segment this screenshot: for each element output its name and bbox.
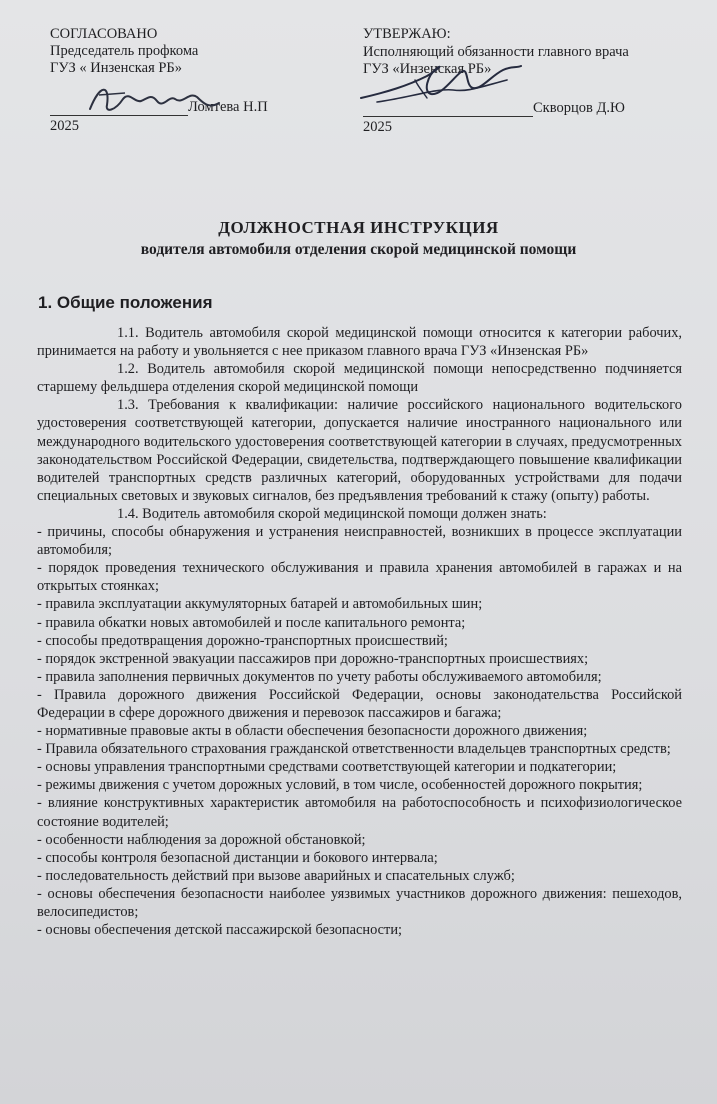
approval-org: ГУЗ « Инзенская РБ»	[50, 60, 183, 76]
signature-year-line	[363, 119, 693, 136]
paragraph-1-1: 1.1. Водитель автомобиля скорой медицинской помощи относится к категории рабочих, принимается на работу и увольняется с нее приказом главного врача ГУЗ «Инзенская РБ»	[37, 325, 682, 360]
document-title: ДОЛЖНОСТНАЯ ИНСТРУКЦИЯ	[218, 218, 499, 237]
paragraph-1-3: 1.3. Требования к квалификации: наличие российского национального водительского удостоверения соответствующей категории, допускается наличие иностранного национального или международного водительского удостоверения соответствующей категории в случаях, предусмотренных законодательством Российской Федерации, свидетельства, подтверждающего повышение квалификации водителей транспортных средств различных категорий, оборудованных устройствами для подачи специальных световых и звуковых сигналов, без предъявления требований к стажу (опыту) работы.	[37, 397, 682, 504]
list-item: - порядок экстренной эвакуации пассажиров при дорожно-транспортных происшествиях;	[37, 650, 589, 667]
signatory-name: Ломтева Н.П	[188, 99, 268, 115]
list-item: - правила эксплуатации аккумуляторных батарей и автомобильных шин;	[37, 596, 483, 613]
list-item: - порядок проведения технического обслуживания и правила хранения автомобилей в гаражах и на открытых стоянках;	[37, 560, 682, 595]
signature-year-line	[50, 118, 350, 135]
list-item: - правила обкатки новых автомобилей и после капитального ремонта;	[37, 614, 466, 631]
list-item: - основы обеспечения безопасности наиболее уязвимых участников дорожного движения: пешеходов, велосипедистов;	[37, 885, 682, 920]
list-item: - способы контроля безопасной дистанции и бокового интервала;	[37, 849, 438, 866]
paragraph-1-4: 1.4. Водитель автомобиля скорой медицинской помощи должен знать:	[117, 505, 547, 522]
list-item: - правила заполнения первичных документов по учету работы обслуживаемого автомобиля;	[37, 668, 602, 685]
section-heading: 1. Общие положения	[38, 293, 213, 312]
list-item: - основы обеспечения детской пассажирской безопасности;	[37, 922, 403, 939]
list-item: - основы управления транспортными средствами соответствующей категории и подкатегории;	[37, 759, 617, 776]
approval-position: Председатель профкома	[50, 43, 199, 59]
list-item: - особенности наблюдения за дорожной обстановкой;	[37, 831, 366, 848]
document-body	[37, 324, 682, 939]
document-subtitle: водителя автомобиля отделения скорой медицинской помощи	[140, 241, 577, 258]
list-item: - причины, способы обнаружения и устранения неисправностей, возникших в процессе эксплуатации автомобиля;	[37, 524, 682, 559]
signature-year: 2025	[50, 118, 79, 134]
approval-status: СОГЛАСОВАНО	[50, 26, 158, 42]
approval-position: Исполняющий обязанности главного врача	[363, 44, 629, 60]
list-item: - нормативные правовые акты в области обеспечения безопасности дорожного движения;	[37, 723, 588, 740]
signatory-name: Скворцов Д.Ю	[533, 100, 625, 116]
approval-agreed-block	[50, 26, 350, 135]
signature-line	[363, 100, 693, 118]
approval-org: ГУЗ «Инзенская РБ»	[363, 61, 492, 77]
signature-year: 2025	[363, 119, 392, 135]
approval-approved-block	[363, 26, 693, 136]
paragraph-1-2: 1.2. Водитель автомобиля скорой медицинской помощи непосредственно подчиняется старшему фельдшера отделения скорой медицинской помощи	[37, 361, 682, 396]
list-item: - Правила обязательного страхования гражданской ответственности владельцев транспортных средств;	[37, 741, 671, 758]
list-item: - способы предотвращения дорожно-транспортных происшествий;	[37, 632, 448, 649]
document-title-block	[0, 218, 717, 259]
list-item: - режимы движения с учетом дорожных условий, в том числе, особенностей дорожного покрытия;	[37, 777, 643, 794]
list-item: - Правила дорожного движения Российской Федерации, основы законодательства Российской Федерации в сфере дорожного движения и перевозок пассажиров и багажа;	[37, 686, 682, 721]
list-item: - последовательность действий при вызове аварийных и спасательных служб;	[37, 867, 515, 884]
list-item: - влияние конструктивных характеристик автомобиля на работоспособность и психофизиологическое состояние водителей;	[37, 795, 682, 830]
signature-line	[50, 99, 350, 117]
approval-status: УТВЕРЖАЮ:	[363, 26, 451, 42]
